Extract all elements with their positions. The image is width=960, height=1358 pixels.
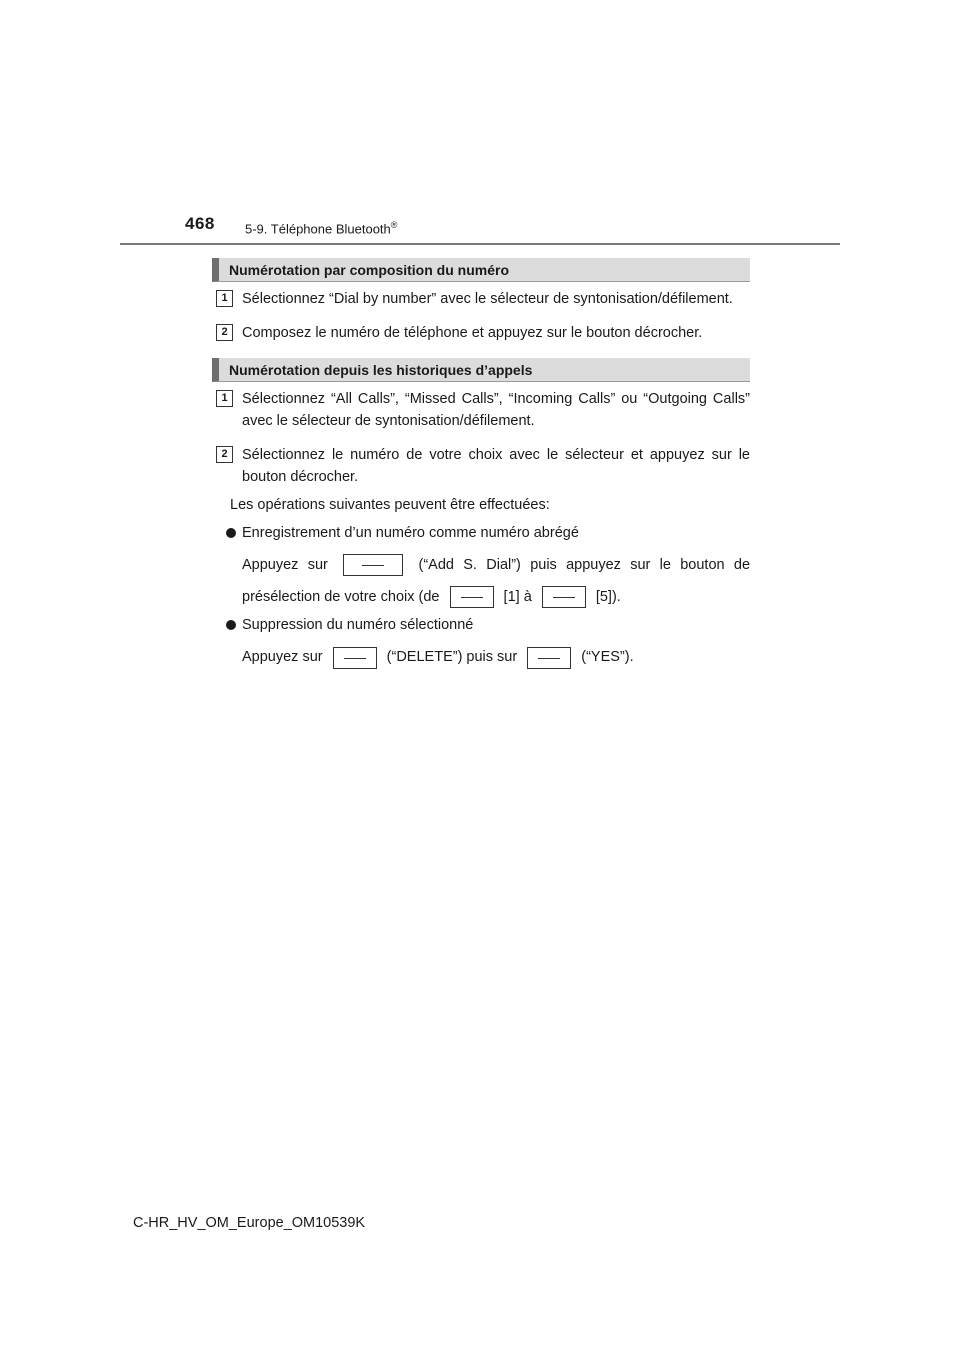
instruction-text: Appuyez sur [242,649,323,666]
bullet-item [212,522,750,544]
document-code: C-HR_HV_OM_Europe_OM10539K [133,1215,366,1231]
preset-button-1-icon [450,586,494,608]
preset-button-5-icon [542,586,586,608]
step-item [212,288,750,310]
step-text: Sélectionnez “All Calls”, “Missed Calls”, “Incoming Calls” ou “Outgoing Calls” avec le sélecteur de syntonisation/défilement. [242,391,750,429]
page-number: 468 [185,214,215,233]
operations-intro: Les opérations suivantes peuvent être effectuées: [230,497,550,513]
delete-button-icon [333,647,377,669]
instruction-text: [1] à [503,589,532,606]
instruction-text: (“YES”). [581,649,634,666]
instruction-line [212,646,750,668]
yes-button-icon [527,647,571,669]
instruction-text: (“Add S. Dial”) puis appuyez sur le bouton de [418,557,751,573]
instruction-line [212,554,750,576]
bullet-dot-icon [226,528,236,538]
step-text: Composez le numéro de téléphone et appuyez sur le bouton décrocher. [242,325,703,341]
section-title: 5-9. Téléphone Bluetooth [245,221,391,237]
add-speed-dial-button-icon [343,554,403,576]
instruction-text: présélection de votre choix (de [242,589,440,606]
header-divider [120,243,840,245]
section-reference [245,220,397,236]
bullet-title: Suppression du numéro sélectionné [242,617,474,634]
bullet-dot-icon [226,620,236,630]
bullet-item [212,614,750,636]
page-content [212,258,750,669]
instruction-text: Appuyez sur [242,557,328,573]
step-number-badge: 1 [216,390,233,407]
step-number-badge: 1 [216,290,233,307]
instruction-line [212,586,750,608]
instruction-text: [5]). [595,589,621,606]
page-header [0,0,960,250]
registered-mark: ® [390,220,398,230]
step-item [212,388,750,432]
step-number-badge: 2 [216,324,233,341]
step-item [212,444,750,488]
step-text: Sélectionnez le numéro de votre choix avec le sélecteur et appuyez sur le bouton décrocher. [242,447,750,485]
section-heading: Numérotation par composition du numéro [212,258,750,282]
instruction-text: (“DELETE”) puis sur [386,649,518,666]
bullet-title: Enregistrement d’un numéro comme numéro abrégé [242,525,579,541]
section-heading: Numérotation depuis les historiques d’appels [212,358,750,382]
step-number-badge: 2 [216,446,233,463]
step-item [212,322,750,344]
step-text: Sélectionnez “Dial by number” avec le sélecteur de syntonisation/défilement. [242,291,733,307]
